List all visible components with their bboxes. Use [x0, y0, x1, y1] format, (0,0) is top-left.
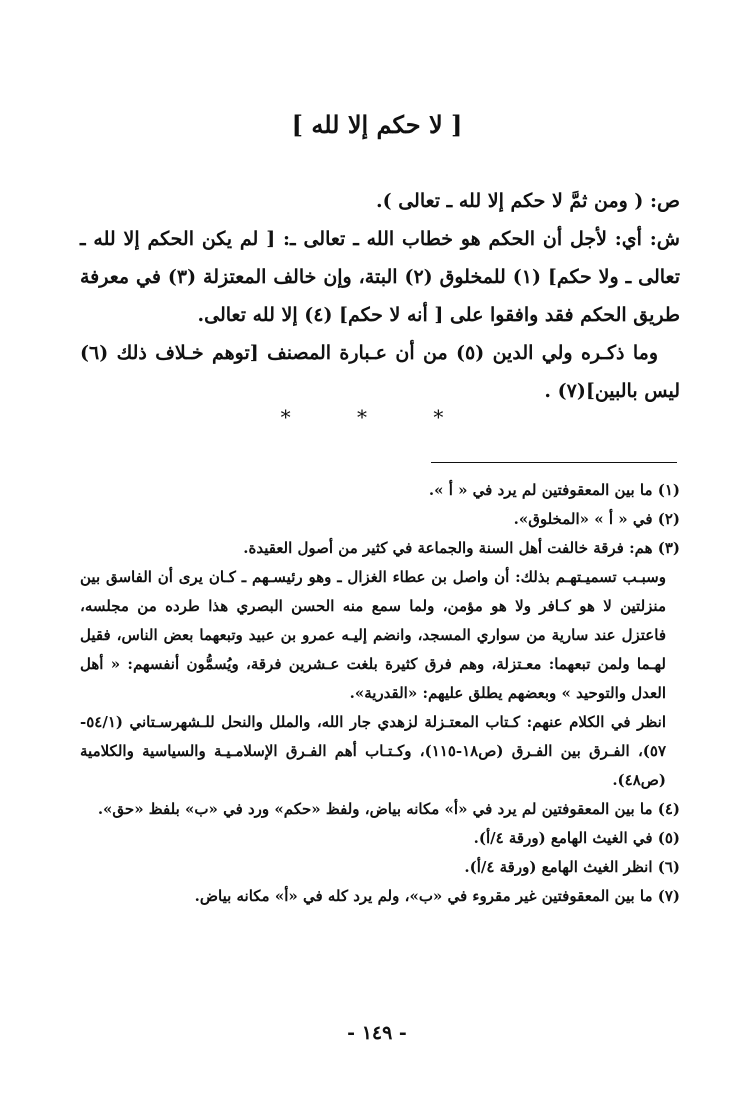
footnote-3: (٣) هم: فرقة خالفت أهل السنة والجماعة في كثير من أصول العقيدة. — [243, 539, 680, 557]
footnote-divider — [431, 462, 677, 463]
footnote-3-reason: وسبـب تسميـتهـم بذلك: أن واصل بن عطاء الغزال ـ وهو رئيسـهم ـ كـان يرى أن الفاسق بين منزلتين لا هو كـافر ولا هو مؤمن، ولما سمع منه الحسن البصري هذا طرده من مجلسه، فاعتزل عند سارية من سواري المسجد، وانضم إليـه عمرو بن عبيد وتبعهما بعض الناس، فقيل لهـما ولمن تبعهما: معـتزلة، وهم فرق كثيرة بلغت عـشرين فرقة، ويُسمُّون أنفسهم: « أهل العدل والتوحيد » وبعضهم يطلق عليهم: «القدرية». — [80, 568, 666, 702]
footnote-7: (٧) ما بين المعقوفتين غير مقروء في «ب»، ولم يرد كله في «أ» مكانه بياض. — [194, 887, 680, 905]
footnote-4: (٤) ما بين المعقوفتين لم يرد في «أ» مكانه بياض، ولفظ «حكم» ورد في «ب» بلفظ «حق». — [97, 800, 680, 818]
section-heading: [ لا حكم إلا لله ] — [291, 110, 463, 139]
comment-paragraph: وما ذكـره ولي الدين (٥) من أن عـبارة المصنف [توهم خـلاف ذلك (٦) ليس بالبين](٧) . — [80, 342, 680, 402]
main-text — [80, 182, 680, 410]
footnote-5: (٥) في الغيث الهامع (ورقة ٤/أ). — [473, 829, 680, 847]
sharh-paragraph: ش: أي: لأجل أن الحكم هو خطاب الله ـ تعالى ـ: [ لم يكن الحكم إلا لله ـ تعالى ـ ولا حكم] (١) للمخلوق (٢) البتة، وإن خالف المعتزلة (٣) في معرفة طريق الحكم فقد وافقوا على [ أنه لا حكم] (٤) إلا لله تعالى. — [80, 228, 681, 326]
matn-paragraph: ص: ( ومن ثمَّ لا حكم إلا لله ـ تعالى ). — [375, 190, 680, 212]
footnotes — [80, 476, 680, 911]
footnote-6: (٦) انظر الغيث الهامع (ورقة ٤/أ). — [464, 858, 680, 876]
footnote-3-references: انظر في الكلام عنهم: كـتاب المعتـزلة لزهدي جار الله، والملل والنحل للـشهرسـتاني (٥٤/١- ٥٧)، الفـرق بين الفـرق (ص١٨-١١٥)، وكـتـاب أهم الفـرق الإسلامـيـة والسياسية والكلامية (ص٤٨). — [80, 713, 667, 789]
footnote-2: (٢) في « أ » «المخلوق». — [513, 510, 680, 528]
page-number: - ١٤٩ - — [347, 1022, 407, 1044]
section-separator: * * * — [280, 405, 474, 429]
footnote-1: (١) ما بين المعقوفتين لم يرد في « أ ». — [428, 481, 680, 499]
